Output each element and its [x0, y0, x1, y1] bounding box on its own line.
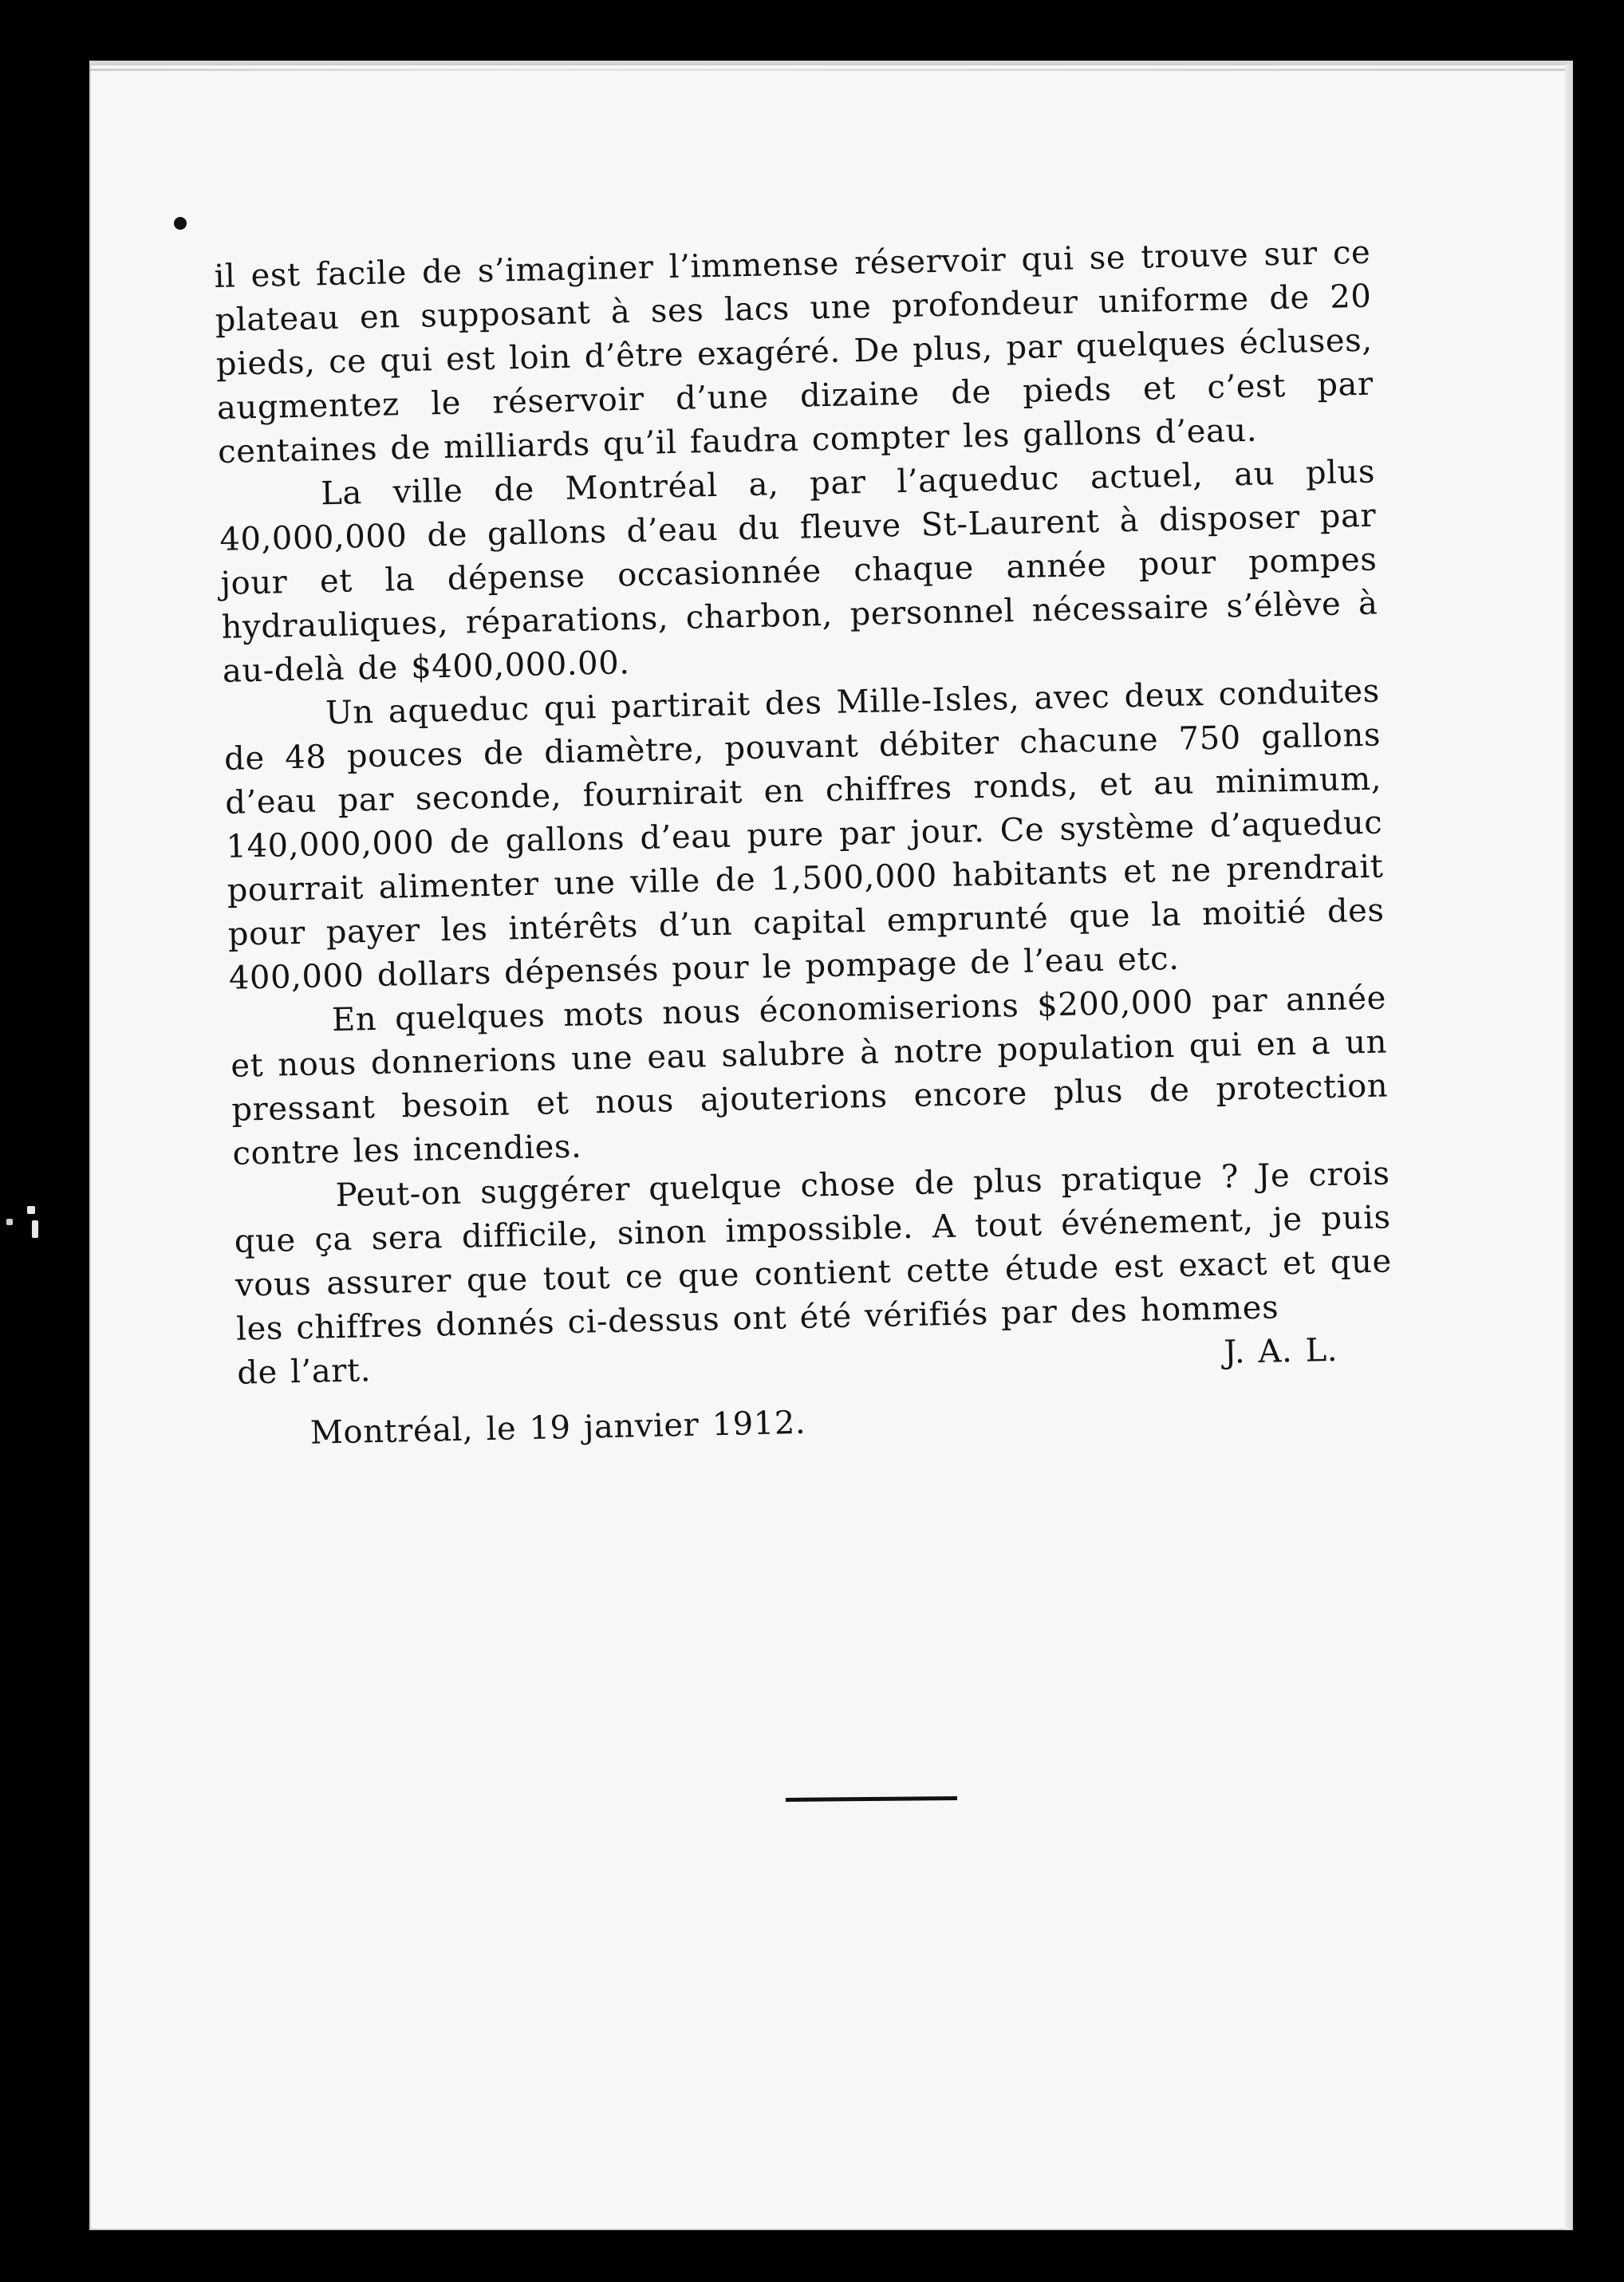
date-line: Montréal, le 19 janvier 1912.: [309, 1404, 806, 1452]
page-top-edge: [89, 69, 1573, 71]
signature: J. A. L.: [1223, 1331, 1338, 1371]
page-right-edge: [1565, 64, 1573, 2230]
paragraph-1: il est facile de s’imaginer l’immense réservoir qui se trouve sur ce plateau en supposant à ses lacs une profondeur uniforme de 20 pieds, ce qui est loin d’être exagéré. De plus, par quelques écluses, augmentez le réservoir d’une dizaine de pieds et c’est par centaines de milliards qu’il faudra compter les gallons d’eau.: [214, 234, 1374, 471]
bullet-mark: [174, 217, 187, 230]
paragraph-5: Peut-on suggérer quelque chose de plus pratique ? Je crois que ça sera difficile, sinon impossible. A tout événement, je puis vous assurer que tout ce que contient cette étude est exact et que les chiffres donnés ci-dessus ont été vérifiés par des hommes: [234, 1155, 1393, 1348]
paragraph-2: La ville de Montréal a, par l’aqueduc actuel, au plus 40,000,000 de gallons d’eau du fleuve St-Laurent à disposer par jour et la dépense occasionnée chaque année pour pompes hydrauliques, réparations, charbon, personnel nécessaire s’élève à au-delà de $400,000.00.: [219, 453, 1378, 690]
document-body: [214, 231, 1395, 1457]
scan-speck: [32, 1220, 38, 1238]
paragraph-4: En quelques mots nous économiserions $200,000 par année et nous donnerions une eau salubre à notre population qui en a un pressant besoin et nous ajouterions encore plus de protection contre les incendies.: [230, 979, 1389, 1173]
paragraph-3: Un aqueduc qui partirait des Mille-Isles, avec deux conduites de 48 pouces de diamètre, pouvant débiter chacune 750 gallons d’eau par seconde, fournirait en chiffres ronds, et au minimum, 140,000,000 de gallons d’eau pure par jour. Ce système d’aqueduc pourrait alimenter une ville de 1,500,000 habitants et ne prendrait pour payer les intérêts d’un capital emprunté que la moitié des 400,000 dollars dépensés pour le pompage de l’eau etc.: [223, 672, 1386, 997]
closing-fragment: de l’art.: [236, 1352, 372, 1392]
scan-speck: [27, 1206, 35, 1214]
scan-speck: [6, 1219, 13, 1225]
